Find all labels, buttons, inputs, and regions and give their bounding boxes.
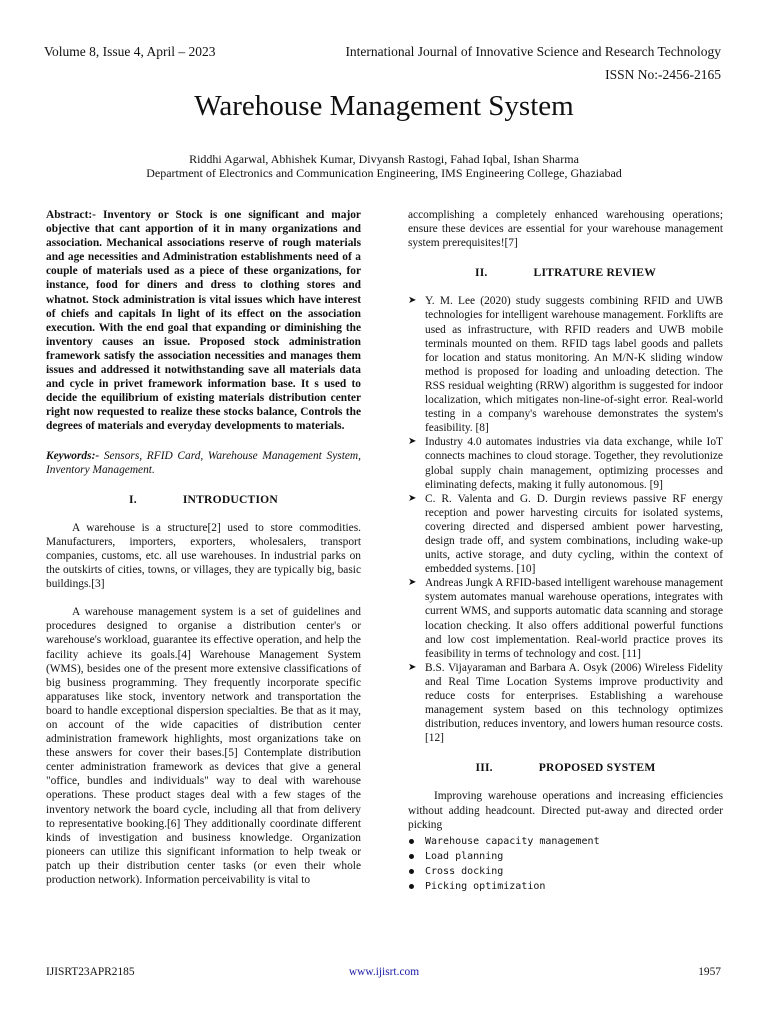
section-heading-literature-review — [408, 266, 723, 280]
arrow-bullet-icon: ➤ — [408, 492, 417, 504]
list-item: Cross docking — [408, 864, 723, 879]
section-number: III. — [475, 761, 493, 775]
keywords — [46, 449, 361, 477]
list-item: ➤ Y. M. Lee (2020) study suggests combining RFID and UWB technologies for intelligent warehouse management. Forklifts are used as infrastructure, with RFID readers and UWB mobile terminals mounted on them. RFID tags label goods and pallets for location and status monitoring. An M/N-K sliding window method is proposed for loading and unloading detection. The RSS residual weighting (RRW) algorithm is suggested for indoor localization, which mitigates non-line-of-sight error. Real-world testing in a company's warehouse demonstrates the system's feasibility. [8] — [408, 295, 723, 435]
arrow-bullet-icon: ➤ — [408, 577, 417, 589]
section-title: INTRODUCTION — [182, 492, 278, 506]
list-item: ➤ Andreas Jungk A RFID-based intelligent warehouse management system automates manual warehouse operations, integrates with current WMS, and supports automatic data scanning and storage location checking. It also offers additional powerful functions and low cost implementation. Real-world practice proves its feasibility in terms of technology and cost. [11] — [408, 577, 723, 660]
journal-name: International Journal of Innovative Science and Research Technology — [345, 44, 721, 59]
section-heading-proposed-system — [408, 761, 723, 775]
section-heading-introduction — [46, 493, 361, 507]
journal-website-link[interactable]: www.ijisrt.com — [348, 966, 420, 978]
literature-review-list — [408, 294, 723, 745]
intro-paragraph-1: A warehouse is a structure[2] used to store commodities. Manufacturers, importers, exporters, wholesalers, transport companies, customs, etc. all use warehouses. In industrial parks on the outskirts of cities, towns, or villages, they are typically big, basic buildings.[3] — [46, 521, 361, 591]
arrow-bullet-icon: ➤ — [408, 436, 417, 448]
issn-number: ISSN No:-2456-2165 — [605, 67, 721, 82]
left-column — [46, 208, 361, 887]
bullet-dot-icon — [409, 854, 414, 859]
proposed-system-paragraph: Improving warehouse operations and increasing efficiencies without adding headcount. Directed put-away and directed order picking — [408, 790, 723, 831]
list-item: ➤ B.S. Vijayaraman and Barbara A. Osyk (2006) Wireless Fidelity and Real Time Location Systems improve productivity and reduce costs for enterprises. Establishing a warehouse management system based on this technology optimizes distribution, reduces inventory, and lowers human resource costs. [12] — [408, 661, 723, 745]
keywords-text: Sensors, RFID Card, Warehouse Management System, Inventory Management. — [46, 449, 361, 476]
list-item: ➤ Industry 4.0 automates industries via data exchange, while IoT connects machines to cloud storage. Together, they revolutionize global supply chain management, optimizing processes and eliminating defects, making it fully autonomous. [9] — [408, 436, 723, 491]
right-column — [408, 208, 723, 894]
bullet-dot-icon — [409, 839, 414, 844]
list-item: Warehouse capacity management — [408, 834, 723, 849]
list-item: Picking optimization — [408, 879, 723, 894]
intro-paragraph-2: A warehouse management system is a set of guidelines and procedures designed to organise a distribution center's or warehouse's workload, guarantee its effective operation, and help the facility achieve its goals.[4] Warehouse Management System (WMS), besides one of the present more extensive classifications of big business programming. They frequently incorporate specific apparatuses like stock, inventory network and transportation the board to handle exceptional dispersion specialties. Be that as it may, on account of the wide capacities of distribution center administration framework highlights, most organizations take on these answers for cover their bases.[5] Contemplate distribution center administration framework as devices that give a general "office, bundles and individuals" way to deal with warehouse operations. These product stages deal with a few stages of the inventory network the board cycle, including all that from delivery to representative booking.[6] They additionally coordinate different kinds of investigation and business knowledge. Organization pioneers can utilize this significant information to help tweak or patch up their distribution center tasks (or even their whole production network). Information perceivability is vital to — [46, 606, 361, 887]
page-number: 1957 — [698, 966, 721, 978]
bullet-dot-icon — [409, 884, 414, 889]
author-affiliation: Department of Electronics and Communication Engineering, IMS Engineering College, Ghaziabad — [146, 166, 622, 180]
abstract — [46, 208, 361, 434]
arrow-bullet-icon: ➤ — [408, 661, 417, 673]
section-title: PROPOSED SYSTEM — [538, 761, 656, 775]
abstract-text: Inventory or Stock is one significant and major objective that cant apportion of it in many organizations and association. Mechanical associations reserve of rough materials and age necessities and Administration establishments need of a couple of materials used as a piece of these organizations, for instance, food for diners and dress to clothing stores and whatnot. Stock administration is vital issues which have interest of chiefs and capitals In light of its effect on the association execution. With the end goal that expanding or diminishing the inventory causes an issue. Proposed stock administration framework satisfy the association necessities and manages them issues and addressed it notwithstanding save all materials data and cycle in privet framework information base. It s used to decide the equilibrium of existing materials distribution center right now requested to realize these stocks balance, Controls the degrees of materials and everyday developments to materials. — [46, 209, 361, 433]
proposed-system-bullets — [408, 834, 723, 894]
keywords-label: Keywords:- — [46, 449, 100, 462]
section-number: II. — [474, 266, 488, 280]
intro-paragraph-continued: accomplishing a completely enhanced warehousing operations; ensure these devices are essential for your warehouse management system prerequisites![7] — [408, 209, 723, 250]
list-item: Load planning — [408, 849, 723, 864]
volume-issue: Volume 8, Issue 4, April – 2023 — [44, 44, 216, 59]
bullet-dot-icon — [409, 869, 414, 874]
list-item: ➤ C. R. Valenta and G. D. Durgin reviews passive RF energy reception and power harvesting circuits for isolated systems, covering directed and dispersed ambient power harvesting, design trade off, and system combinations, including wake-up units, active storage, and duty cycling, within the context of embedded systems. [10] — [408, 492, 723, 576]
section-number: I. — [129, 492, 137, 506]
paper-title: Warehouse Management System — [194, 90, 574, 122]
paper-id: IJISRT23APR2185 — [46, 966, 135, 978]
arrow-bullet-icon: ➤ — [408, 295, 417, 307]
section-title: LITRATURE REVIEW — [533, 266, 657, 280]
abstract-label: Abstract:- — [46, 209, 96, 221]
author-list: Riddhi Agarwal, Abhishek Kumar, Divyansh Rastogi, Fahad Iqbal, Ishan Sharma — [189, 152, 579, 166]
